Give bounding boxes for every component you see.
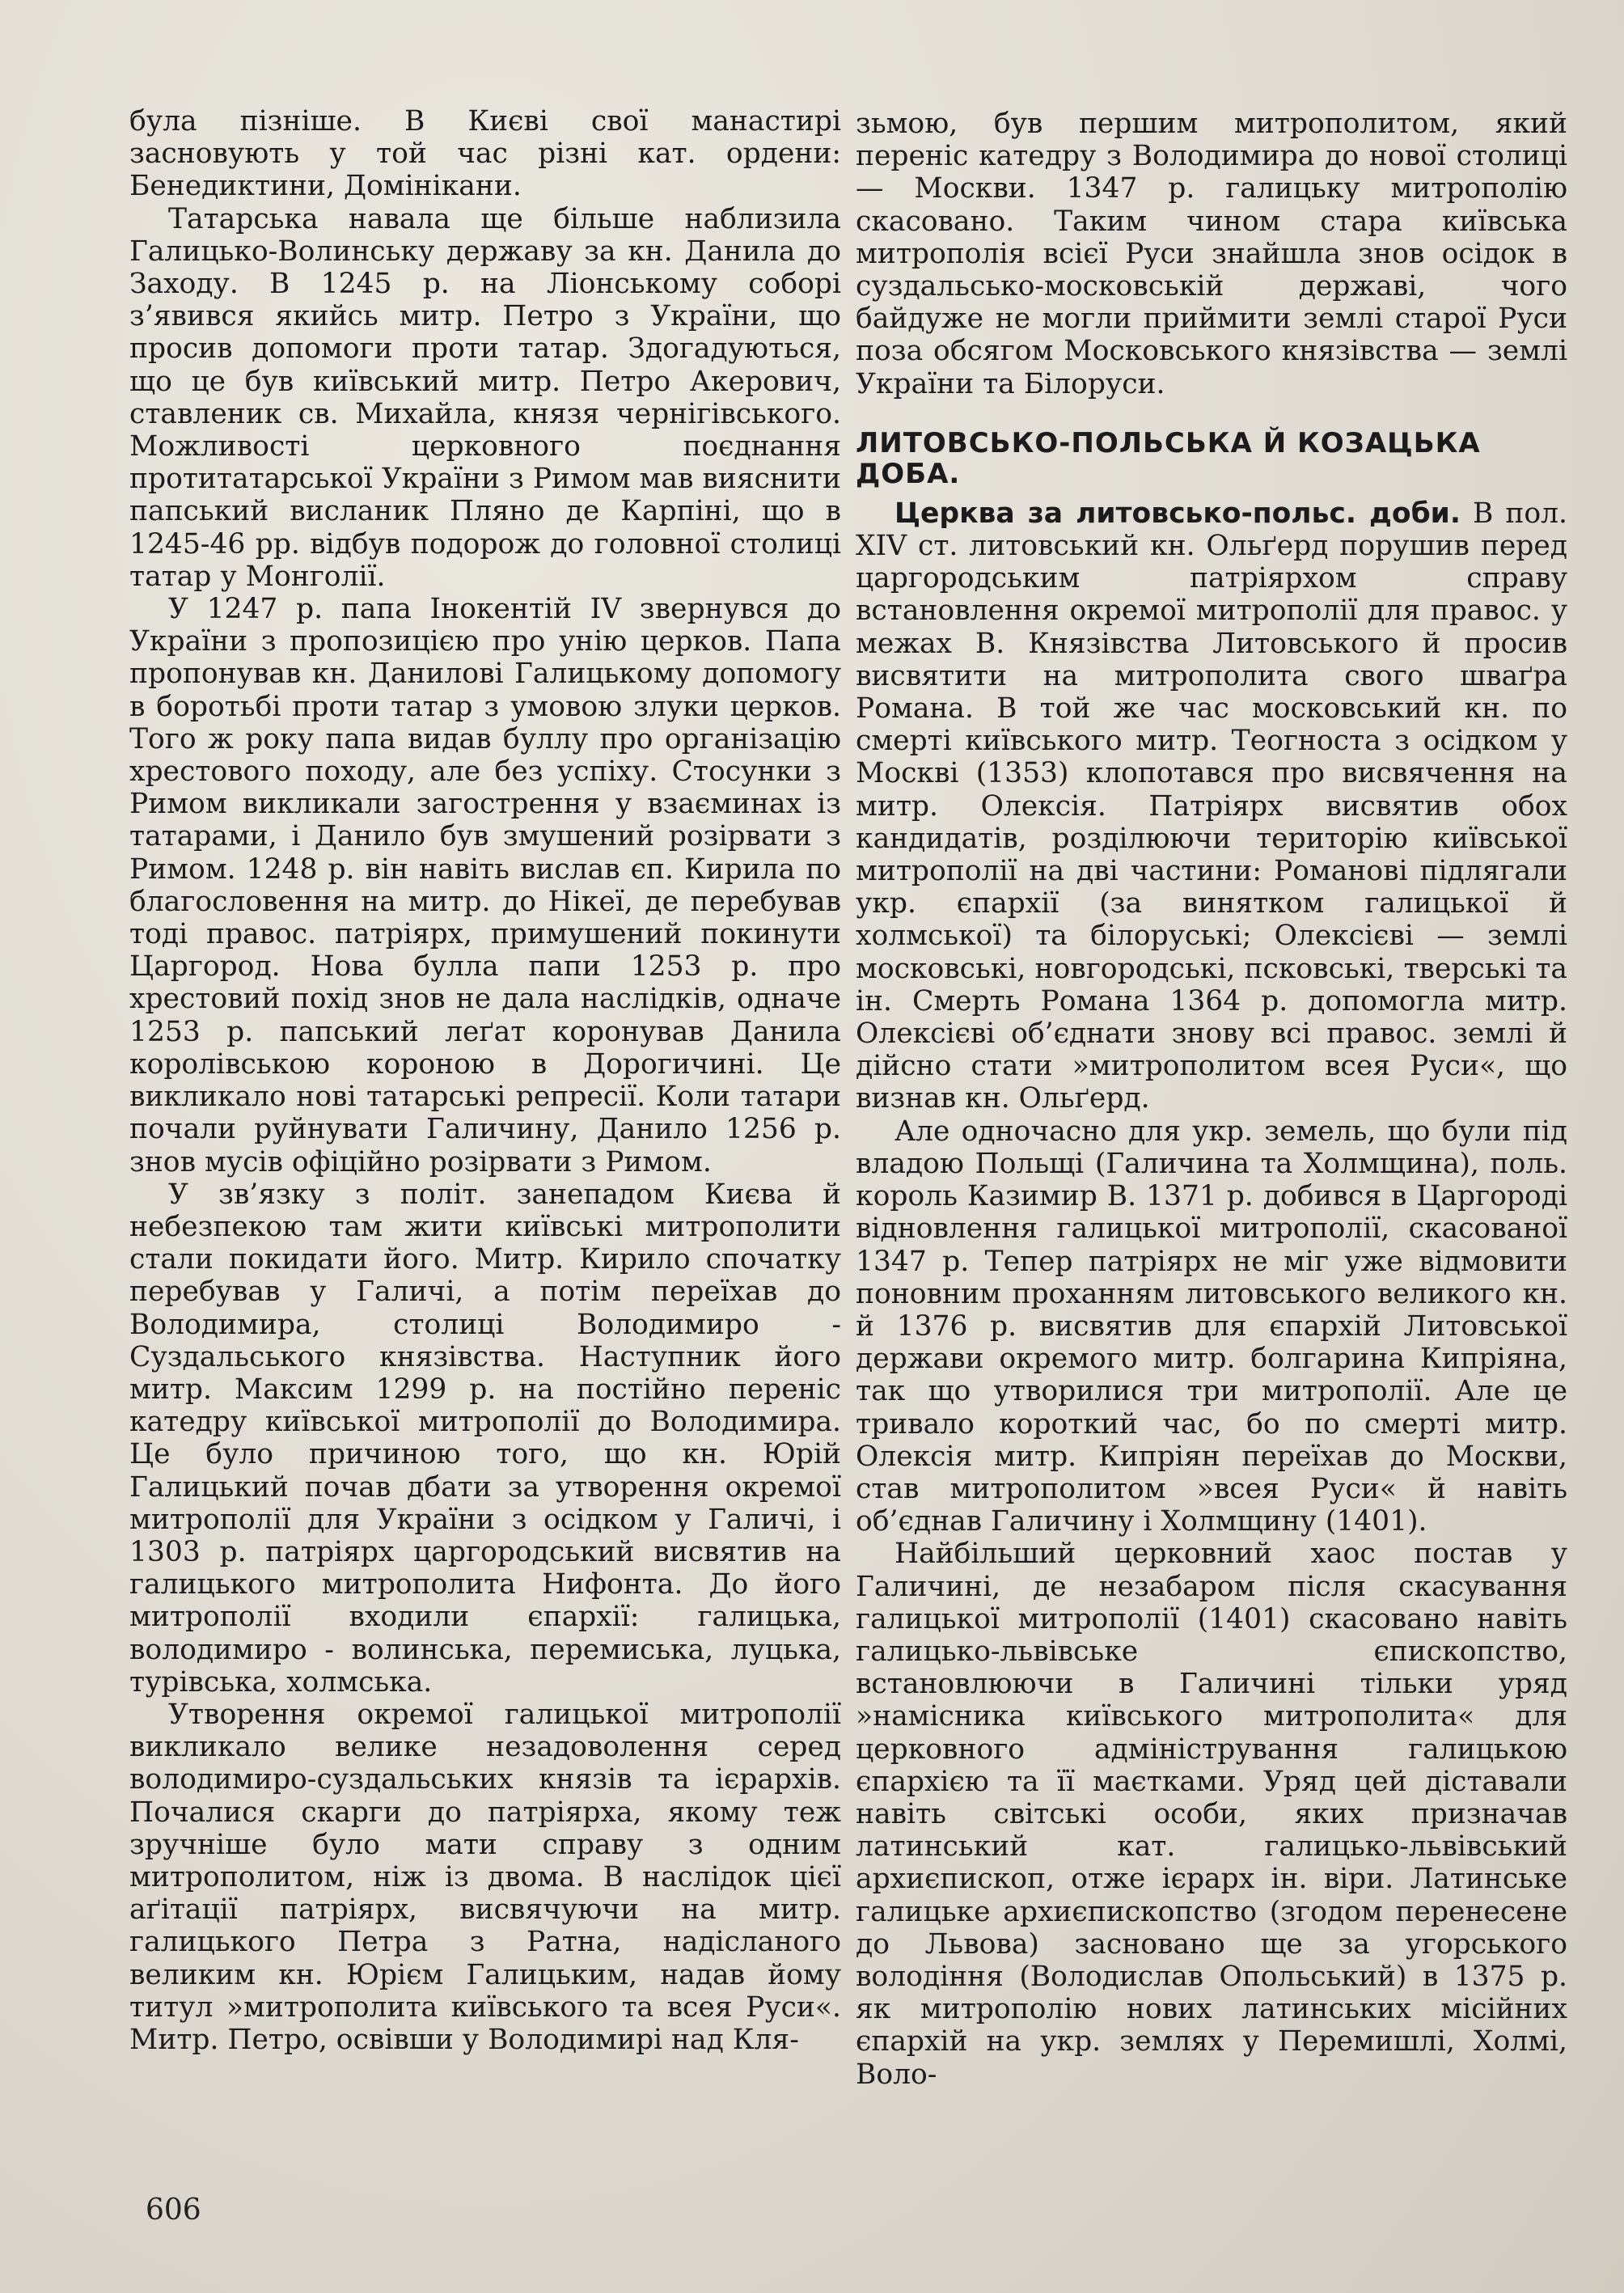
paragraph: Утворення окремої галицької митрополії викликало велике незадоволення серед володимиро-суздальських князів та ієрархів. Почалися скарги до патріярха, якому теж зручніше було мати справу з одним митрополитом, ніж із двома. В наслідок цієї аґітації патріярх, висвячуючи на митр. галицького Петра з Ратна, надісланого великим кн. Юрієм Галицьким, надав йому титул »митрополита київського та всея Руси«. Митр. Петро, освівши у Володимирі над Кля- bbox=[129, 1698, 841, 2056]
left-column bbox=[129, 105, 841, 2056]
paragraph: Найбільший церковний хаос постав у Галичині, де незабаром після скасування галицької митрополії (1401) скасовано навіть галицько-львівське єпископство, встановлюючи в Галичині тільки уряд »намісника київського митрополита« для церковного адміністрування галицькою єпархією та її маєтками. Уряд цей діставали навіть світські особи, яких призначав латинський кат. галицько-львівський архиєпископ, отже ієрарх ін. віри. Латинське галицьке архиєпископство (згодом перенесене до Львова) засновано ще за угорського володіння (Володислав Опольський) в 1375 р. як митрополію нових латинських місійних єпархій на укр. землях у Перемишлі, Холмі, Воло- bbox=[856, 1538, 1567, 2091]
paragraph: Але одночасно для укр. земель, що були під владою Польщі (Галичина та Холмщина), поль. король Казимир В. 1371 р. добився в Царгороді відновлення галицької митрополії, скасованої 1347 р. Тепер патріярх не міг уже відмовити поновним проханням литовського великого кн. й 1376 р. висвятив для єпархій Литовської держави окремого митр. болгарина Кипріяна, так що утворилися три митрополії. Але це тривало короткий час, бо по смерті митр. Олексія митр. Кипріян переїхав до Москви, став митрополитом »всея Руси« й навіть об’єднав Галичину і Холмщину (1401). bbox=[856, 1115, 1567, 1538]
paragraph: У зв’язку з політ. занепадом Києва й небезпекою там жити київські митрополити стали покидати його. Митр. Кирило спочатку перебував у Галичі, а потім переїхав до Володимира, столиці Володимиро - Суздальського князівства. Наступник його митр. Максим 1299 р. на постійно переніс катедру київської митрополії до Володимира. Це було причиною того, що кн. Юрій Галицький почав дбати за утворення окремої митрополії для України з осідком у Галичі, і 1303 р. патріярх царгородський висвятив на галицького митрополита Нифонта. До його митрополії входили єпархії: галицька, володимиро - волинська, перемиська, луцька, турівська, холмська. bbox=[129, 1178, 841, 1699]
paragraph-text: В пол. XIV ст. литовський кн. Ольґерд порушив перед царгородським патріярхом справу встановлення окремої митрополії для правос. у межах В. Князівства Литовського й просив висвятити на митрополита свого шваґра Романа. В той же час московський кн. по смерті київського митр. Теогноста з осідком у Москві (1353) клопотався про висвячення на митр. Олексія. Патріярх висвятив обох кандидатів, розділюючи територію київської митрополії на дві частини: Романові підлягали укр. єпархії (за винятком галицької й холмської) та білоруські; Олексієві — землі московські, новгородські, псковські, тверські та ін. Смерть Романа 1364 р. допомогла митр. Олексієві об’єднати знову всі правос. землі й дійсно стати »митрополитом всея Руси«, що визнав кн. Ольґерд. bbox=[856, 497, 1568, 1115]
paragraph bbox=[856, 497, 1567, 1115]
paragraph: була пізніше. В Києві свої манастирі засновують у той час різні кат. ордени: Бенедиктини, Домінікани. bbox=[129, 105, 841, 203]
paragraph: У 1247 р. папа Інокентій IV звернувся до України з пропозицією про унію церков. Папа пропонував кн. Данилові Галицькому допомогу в боротьбі проти татар з умовою злуки церков. Того ж року папа видав буллу про організацію хрестового походу, але без успіху. Стосунки з Римом викликали загострення у взаєминах із татарами, і Данило був змушений розірвати з Римом. 1248 р. він навіть вислав єп. Кирила по благословення на митр. до Нікеї, де перебував тоді правос. патріярх, примушений покинути Царгород. Нова булла папи 1253 р. про хрестовий похід знов не дала наслідків, одначе 1253 р. папський леґат коронував Данила королівською короною в Дорогичині. Це викликало нові татарські репресії. Коли татари почали руйнувати Галичину, Данило 1256 р. знов мусів офіційно розірвати з Римом. bbox=[129, 593, 841, 1178]
paragraph: зьмою, був першим митрополитом, який переніс катедру з Володимира до нової столиці — Москви. 1347 р. галицьку митрополію скасовано. Таким чином стара київська митрополія всієї Руси знайшла знов осідок в суздальсько-московській державі, чого байдуже не могли приймити землі старої Руси поза обсягом Московського князівства — землі України та Білоруси. bbox=[856, 108, 1567, 400]
paragraph: Татарська навала ще більше наблизила Галицько-Волинську державу за кн. Данила до Заходу. В 1245 р. на Ліонському соборі з’явився якийсь митр. Петро з України, що просив допомоги проти татар. Здогадуються, що це був київський митр. Петро Акерович, ставленик св. Михайла, князя чернігівського. Можливості церковного поєднання протитатарської України з Римом мав вияснити папський висланик Пляно де Карпіні, що в 1245-46 рр. відбув подорож до головної столиці татар у Монголії. bbox=[129, 202, 841, 593]
subheading: Церква за литовсько-польс. доби. bbox=[894, 497, 1461, 530]
right-column bbox=[856, 108, 1567, 2091]
page-number: 606 bbox=[146, 2194, 201, 2227]
section-heading: ЛИТОВСЬКО-ПОЛЬСЬКА Й КОЗАЦЬКА ДОБА. bbox=[856, 426, 1481, 490]
